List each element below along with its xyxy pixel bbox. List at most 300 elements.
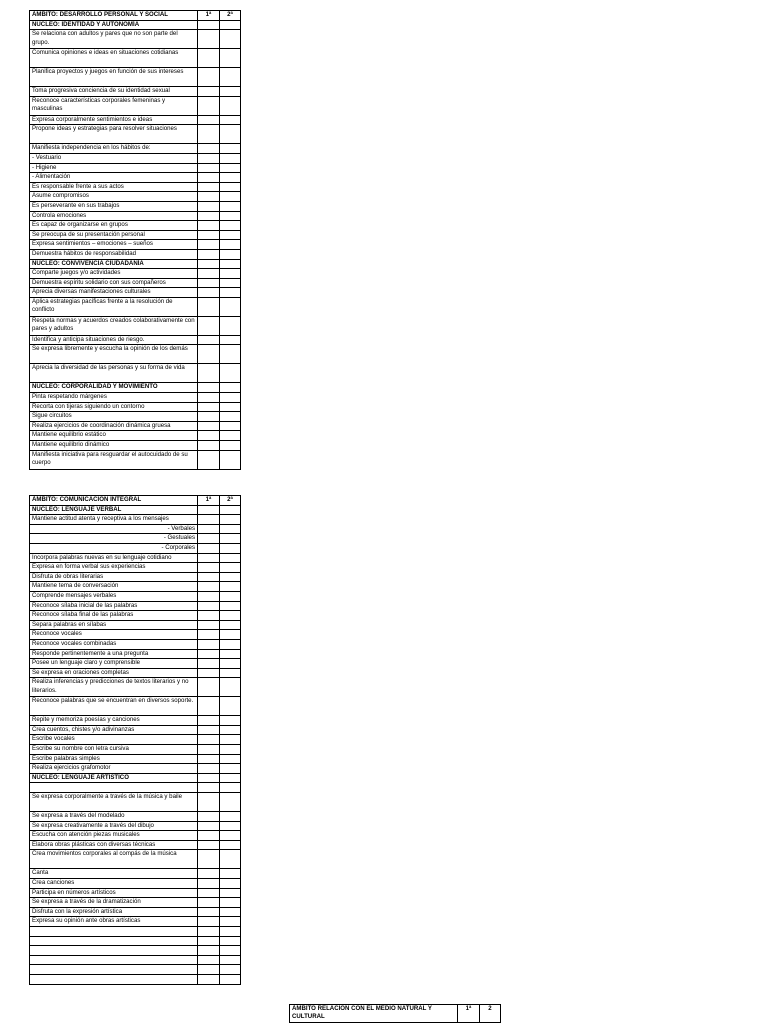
mark-cell-second[interactable]	[220, 20, 241, 30]
mark-cell-second[interactable]	[220, 87, 241, 97]
mark-cell-second[interactable]	[220, 591, 241, 601]
indicator-row	[30, 153, 241, 163]
mark-cell-second[interactable]	[220, 125, 241, 144]
mark-cell-second[interactable]	[220, 601, 241, 611]
ambito-title: ÀMBITO RELACIÓN CON EL MEDIO NATURAL Y CULTURAL	[290, 1005, 458, 1023]
mark-cell-first[interactable]	[198, 735, 220, 745]
mark-cell-first[interactable]	[198, 49, 220, 68]
indicator-row	[30, 115, 241, 125]
mark-cell-second[interactable]	[220, 965, 241, 975]
mark-cell-first[interactable]	[198, 821, 220, 831]
mark-cell-second[interactable]	[220, 230, 241, 240]
nucleo-row	[30, 505, 241, 515]
indicator-row	[30, 335, 241, 345]
mark-cell-first[interactable]	[198, 441, 220, 451]
indicator-row	[30, 678, 241, 697]
nucleo-title: NÚCLEO: LENGUAJE ARTISTICO	[30, 773, 198, 783]
indicator-row	[30, 735, 241, 745]
indicator-label: Es perseverante en sus trabajos	[30, 201, 198, 211]
mark-cell-first[interactable]	[198, 364, 220, 383]
mark-cell-second[interactable]	[220, 393, 241, 403]
mark-cell-first[interactable]	[198, 421, 220, 431]
mark-cell-second[interactable]	[220, 850, 241, 869]
mark-cell-second[interactable]	[220, 974, 241, 984]
indicator-label: Se expresa a través del modelado	[30, 812, 198, 822]
indicator-label: Respeta normas y acuerdos creados colaborativamente con pares y adultos	[30, 316, 198, 335]
mark-cell-second[interactable]	[220, 173, 241, 183]
indicator-row	[30, 611, 241, 621]
table-header-row	[290, 1005, 501, 1023]
indicator-row	[30, 630, 241, 640]
mark-cell-second[interactable]	[220, 668, 241, 678]
mark-cell-first[interactable]	[198, 563, 220, 573]
mark-cell-first[interactable]	[198, 620, 220, 630]
mark-cell-first[interactable]	[198, 240, 220, 250]
mark-cell-first[interactable]	[198, 278, 220, 288]
indicator-row	[30, 192, 241, 202]
column-header-first: 1ª	[198, 11, 220, 21]
table-header-row	[30, 11, 241, 21]
mark-cell-first[interactable]	[198, 601, 220, 611]
indicator-label: Repite y memoriza poesías y canciones	[30, 716, 198, 726]
mark-cell-second[interactable]	[220, 831, 241, 841]
mark-cell-first[interactable]	[198, 553, 220, 563]
indicator-label: Disfruta con la expresión artística	[30, 907, 198, 917]
indicator-row	[30, 125, 241, 144]
mark-cell-second[interactable]	[220, 96, 241, 115]
mark-cell-second[interactable]	[220, 678, 241, 697]
indicator-label: Disfruta de obras literarias	[30, 572, 198, 582]
mark-cell-second[interactable]	[220, 543, 241, 553]
mark-cell-second[interactable]	[220, 620, 241, 630]
mark-cell-first[interactable]	[198, 668, 220, 678]
mark-cell-second[interactable]	[220, 450, 241, 469]
mark-cell-second[interactable]	[220, 364, 241, 383]
indicator-row	[30, 144, 241, 154]
mark-cell-second[interactable]	[220, 383, 241, 393]
mark-cell-first[interactable]	[198, 793, 220, 812]
indicator-row	[30, 201, 241, 211]
indicator-label: Aprecia diversas manifestaciones culturales	[30, 288, 198, 298]
indicator-row	[30, 955, 241, 965]
indicator-label	[30, 783, 198, 793]
mark-cell-second[interactable]	[220, 288, 241, 298]
indicator-row	[30, 974, 241, 984]
indicator-row	[30, 898, 241, 908]
indicator-row	[30, 764, 241, 774]
mark-cell-first[interactable]	[198, 211, 220, 221]
mark-cell-second[interactable]	[220, 821, 241, 831]
mark-cell-second[interactable]	[220, 630, 241, 640]
mark-cell-first[interactable]	[198, 125, 220, 144]
indicator-label: Escribe palabras simples	[30, 754, 198, 764]
nucleo-title: NÚCLEO: LENGUAJE VERBAL	[30, 505, 198, 515]
mark-cell-second[interactable]	[220, 572, 241, 582]
mark-cell-first[interactable]	[198, 153, 220, 163]
indicator-row	[30, 393, 241, 403]
indicator-row	[30, 840, 241, 850]
mark-cell-first[interactable]	[198, 649, 220, 659]
mark-cell-first[interactable]	[198, 450, 220, 469]
mark-cell-first[interactable]	[198, 764, 220, 774]
mark-cell-first[interactable]	[198, 678, 220, 697]
indicator-label: Reconoce sílaba inicial de las palabras	[30, 601, 198, 611]
mark-cell-first[interactable]	[198, 534, 220, 544]
mark-cell-second[interactable]	[220, 297, 241, 316]
mark-cell-first[interactable]	[198, 965, 220, 975]
mark-cell-first[interactable]	[198, 316, 220, 335]
indicator-label: Reconoce vocales	[30, 630, 198, 640]
indicator-row	[30, 831, 241, 841]
mark-cell-second[interactable]	[220, 269, 241, 279]
mark-cell-second[interactable]	[220, 412, 241, 422]
mark-cell-first[interactable]	[198, 87, 220, 97]
mark-cell-first[interactable]	[198, 201, 220, 211]
mark-cell-second[interactable]	[220, 163, 241, 173]
indicator-row	[30, 364, 241, 383]
mark-cell-second[interactable]	[220, 421, 241, 431]
indicator-label	[30, 926, 198, 936]
indicator-label: Identifica y anticipa situaciones de riesgo.	[30, 335, 198, 345]
indicator-row	[30, 668, 241, 678]
indicator-row	[30, 412, 241, 422]
mark-cell-second[interactable]	[220, 201, 241, 211]
nucleo-title: NÚCLEO: CORPORALIDAD Y MOVIMIENTO	[30, 383, 198, 393]
indicator-row	[30, 441, 241, 451]
mark-cell-second[interactable]	[220, 192, 241, 202]
indicator-row	[30, 211, 241, 221]
mark-cell-first[interactable]	[198, 393, 220, 403]
indicator-row	[30, 917, 241, 927]
indicator-label: Escribe vocales	[30, 735, 198, 745]
indicator-subrow	[30, 543, 241, 553]
evaluation-table-personal-social	[29, 10, 241, 470]
mark-cell-first[interactable]	[198, 221, 220, 231]
mark-cell-second[interactable]	[220, 716, 241, 726]
indicator-row	[30, 402, 241, 412]
mark-cell-second[interactable]	[220, 639, 241, 649]
mark-cell-second[interactable]	[220, 917, 241, 927]
mark-cell-second[interactable]	[220, 211, 241, 221]
indicator-label	[30, 965, 198, 975]
mark-cell-first[interactable]	[198, 335, 220, 345]
indicator-row	[30, 879, 241, 889]
mark-cell-second[interactable]	[220, 402, 241, 412]
nucleo-row	[30, 773, 241, 783]
mark-cell-first[interactable]	[198, 288, 220, 298]
indicator-label: Se expresa libremente y escucha la opinión de los demás	[30, 345, 198, 364]
indicator-row	[30, 269, 241, 279]
indicator-label: Realiza inferencias y predicciones de textos literarios y no literarios.	[30, 678, 198, 697]
indicator-label: Planifica proyectos y juegos en función de sus intereses	[30, 68, 198, 87]
mark-cell-first[interactable]	[198, 888, 220, 898]
mark-cell-first[interactable]	[198, 955, 220, 965]
indicator-row	[30, 431, 241, 441]
indicator-label	[30, 936, 198, 946]
indicator-subrow	[30, 524, 241, 534]
indicator-label: Separa palabras en sílabas	[30, 620, 198, 630]
indicator-row	[30, 936, 241, 946]
mark-cell-first[interactable]	[198, 850, 220, 869]
indicator-label: Mantiene tema de conversación	[30, 582, 198, 592]
mark-cell-second[interactable]	[220, 840, 241, 850]
mark-cell-second[interactable]	[220, 754, 241, 764]
indicator-row	[30, 87, 241, 97]
mark-cell-first[interactable]	[198, 182, 220, 192]
mark-cell-first[interactable]	[198, 249, 220, 259]
mark-cell-first[interactable]	[198, 297, 220, 316]
mark-cell-first[interactable]	[198, 907, 220, 917]
indicator-row	[30, 745, 241, 755]
indicator-row	[30, 926, 241, 936]
mark-cell-first[interactable]	[198, 259, 220, 269]
indicator-row	[30, 563, 241, 573]
indicator-row	[30, 68, 241, 87]
mark-cell-first[interactable]	[198, 783, 220, 793]
mark-cell-second[interactable]	[220, 563, 241, 573]
mark-cell-first[interactable]	[198, 173, 220, 183]
mark-cell-first[interactable]	[198, 869, 220, 879]
mark-cell-second[interactable]	[220, 582, 241, 592]
mark-cell-first[interactable]	[198, 192, 220, 202]
mark-cell-first[interactable]	[198, 68, 220, 87]
mark-cell-first[interactable]	[198, 659, 220, 669]
indicator-row	[30, 249, 241, 259]
indicator-row	[30, 173, 241, 183]
mark-cell-first[interactable]	[198, 716, 220, 726]
indicator-row	[30, 553, 241, 563]
mark-cell-second[interactable]	[220, 812, 241, 822]
mark-cell-second[interactable]	[220, 240, 241, 250]
mark-cell-first[interactable]	[198, 812, 220, 822]
mark-cell-second[interactable]	[220, 431, 241, 441]
mark-cell-second[interactable]	[220, 936, 241, 946]
mark-cell-second[interactable]	[220, 259, 241, 269]
mark-cell-second[interactable]	[220, 888, 241, 898]
mark-cell-first[interactable]	[198, 946, 220, 956]
indicator-row	[30, 725, 241, 735]
mark-cell-first[interactable]	[198, 725, 220, 735]
indicator-label: Es capaz de organizarse en grupos	[30, 221, 198, 231]
mark-cell-first[interactable]	[198, 144, 220, 154]
mark-cell-second[interactable]	[220, 783, 241, 793]
mark-cell-second[interactable]	[220, 441, 241, 451]
mark-cell-first[interactable]	[198, 974, 220, 984]
mark-cell-first[interactable]	[198, 591, 220, 601]
mark-cell-second[interactable]	[220, 907, 241, 917]
mark-cell-first[interactable]	[198, 917, 220, 927]
indicator-row	[30, 649, 241, 659]
mark-cell-first[interactable]	[198, 630, 220, 640]
indicator-label: Comunica opiniones e ideas en situaciones cotidianas	[30, 49, 198, 68]
indicator-row	[30, 515, 241, 525]
indicator-label: Responde pertinentemente a una pregunta	[30, 649, 198, 659]
mark-cell-first[interactable]	[198, 345, 220, 364]
indicator-row	[30, 907, 241, 917]
indicator-label: Toma progresiva conciencia de su identidad sexual	[30, 87, 198, 97]
mark-cell-first[interactable]	[198, 611, 220, 621]
indicator-label: Se expresa corporalmente a través de la música y baile	[30, 793, 198, 812]
column-header-second: 2ª	[220, 11, 241, 21]
mark-cell-second[interactable]	[220, 515, 241, 525]
indicator-row	[30, 850, 241, 869]
indicator-label: Comparte juegos y/o actividades	[30, 269, 198, 279]
column-header-first: 1ª	[458, 1005, 480, 1023]
mark-cell-first[interactable]	[198, 431, 220, 441]
nucleo-row	[30, 259, 241, 269]
indicator-row	[30, 288, 241, 298]
mark-cell-first[interactable]	[198, 524, 220, 534]
mark-cell-second[interactable]	[220, 898, 241, 908]
mark-cell-second[interactable]	[220, 335, 241, 345]
mark-cell-second[interactable]	[220, 316, 241, 335]
mark-cell-first[interactable]	[198, 582, 220, 592]
indicator-label: - Higiene	[30, 163, 198, 173]
mark-cell-first[interactable]	[198, 96, 220, 115]
mark-cell-second[interactable]	[220, 553, 241, 563]
mark-cell-second[interactable]	[220, 879, 241, 889]
evaluation-table-comunicacion	[29, 495, 241, 985]
mark-cell-first[interactable]	[198, 505, 220, 515]
indicator-label: Comprende mensajes verbales	[30, 591, 198, 601]
mark-cell-second[interactable]	[220, 115, 241, 125]
indicator-subrow	[30, 534, 241, 544]
indicator-row	[30, 591, 241, 601]
mark-cell-first[interactable]	[198, 230, 220, 240]
indicator-row	[30, 620, 241, 630]
indicator-label: Aplica estrategias pacíficas frente a la resolución de conflicto	[30, 297, 198, 316]
mark-cell-second[interactable]	[220, 793, 241, 812]
mark-cell-first[interactable]	[198, 412, 220, 422]
indicator-label: Es responsable frente a sus actos	[30, 182, 198, 192]
mark-cell-second[interactable]	[220, 773, 241, 783]
indicator-label: Escribe su nombre con letra cursiva	[30, 745, 198, 755]
mark-cell-second[interactable]	[220, 221, 241, 231]
mark-cell-first[interactable]	[198, 773, 220, 783]
indicator-label: Participa en números artísticos	[30, 888, 198, 898]
mark-cell-second[interactable]	[220, 68, 241, 87]
indicator-row	[30, 96, 241, 115]
indicator-label: Elabora obras plásticas con diversas técnicas	[30, 840, 198, 850]
mark-cell-second[interactable]	[220, 946, 241, 956]
indicator-label: Incorpora palabras nuevas en su lenguaje cotidiano	[30, 553, 198, 563]
mark-cell-first[interactable]	[198, 572, 220, 582]
indicator-label: Asume compromisos	[30, 192, 198, 202]
indicator-row	[30, 182, 241, 192]
indicator-label: Recorta con tijeras siguiendo un contorno	[30, 402, 198, 412]
mark-cell-second[interactable]	[220, 144, 241, 154]
mark-cell-first[interactable]	[198, 115, 220, 125]
indicator-label: Se preocupa de su presentación personal	[30, 230, 198, 240]
indicator-row	[30, 821, 241, 831]
mark-cell-second[interactable]	[220, 611, 241, 621]
mark-cell-second[interactable]	[220, 345, 241, 364]
mark-cell-first[interactable]	[198, 879, 220, 889]
mark-cell-first[interactable]	[198, 543, 220, 553]
indicator-row	[30, 869, 241, 879]
mark-cell-first[interactable]	[198, 163, 220, 173]
mark-cell-second[interactable]	[220, 649, 241, 659]
mark-cell-first[interactable]	[198, 936, 220, 946]
mark-cell-first[interactable]	[198, 515, 220, 525]
mark-cell-first[interactable]	[198, 269, 220, 279]
indicator-row	[30, 965, 241, 975]
mark-cell-first[interactable]	[198, 383, 220, 393]
mark-cell-second[interactable]	[220, 764, 241, 774]
mark-cell-first[interactable]	[198, 898, 220, 908]
mark-cell-second[interactable]	[220, 735, 241, 745]
mark-cell-first[interactable]	[198, 831, 220, 841]
mark-cell-first[interactable]	[198, 20, 220, 30]
mark-cell-second[interactable]	[220, 249, 241, 259]
indicator-label	[30, 946, 198, 956]
mark-cell-first[interactable]	[198, 402, 220, 412]
mark-cell-first[interactable]	[198, 754, 220, 764]
mark-cell-second[interactable]	[220, 955, 241, 965]
nucleo-row	[30, 20, 241, 30]
indicator-row	[30, 240, 241, 250]
mark-cell-first[interactable]	[198, 745, 220, 755]
indicator-label: Se relaciona con adultos y pares que no son parte del grupo.	[30, 30, 198, 49]
mark-cell-first[interactable]	[198, 639, 220, 649]
indicator-row	[30, 716, 241, 726]
indicator-label	[30, 974, 198, 984]
indicator-row	[30, 345, 241, 364]
mark-cell-second[interactable]	[220, 697, 241, 716]
indicator-label: Demuestra espíritu solidario con sus compañeros	[30, 278, 198, 288]
column-header-first: 1ª	[198, 496, 220, 506]
mark-cell-second[interactable]	[220, 153, 241, 163]
mark-cell-second[interactable]	[220, 49, 241, 68]
indicator-label: Reconoce características corporales femeninas y masculinas	[30, 96, 198, 115]
indicator-row	[30, 659, 241, 669]
mark-cell-first[interactable]	[198, 926, 220, 936]
indicator-label: Se expresa en oraciones completas	[30, 668, 198, 678]
indicator-label: Mantiene actitud atenta y receptiva a los mensajes	[30, 515, 198, 525]
mark-cell-second[interactable]	[220, 505, 241, 515]
mark-cell-second[interactable]	[220, 524, 241, 534]
indicator-label: Manifiesta independencia en los hábitos de:	[30, 144, 198, 154]
indicator-label: Expresa sentimientos – emociones – sueños	[30, 240, 198, 250]
mark-cell-second[interactable]	[220, 182, 241, 192]
mark-cell-first[interactable]	[198, 697, 220, 716]
indicator-label: Expresa su opinión ante obras artísticas	[30, 917, 198, 927]
mark-cell-second[interactable]	[220, 725, 241, 735]
indicator-label: Mantiene equilibrio dinámico	[30, 441, 198, 451]
mark-cell-second[interactable]	[220, 278, 241, 288]
indicator-row	[30, 221, 241, 231]
nucleo-row	[30, 383, 241, 393]
indicator-label: Aprecia la diversidad de las personas y su forma de vida	[30, 364, 198, 383]
mark-cell-second[interactable]	[220, 869, 241, 879]
nucleo-title: NÚCLEO: IDENTIDAD Y AUTONOMÍA	[30, 20, 198, 30]
indicator-row	[30, 783, 241, 793]
mark-cell-second[interactable]	[220, 926, 241, 936]
indicator-label: Expresa corporalmente sentimientos e ideas	[30, 115, 198, 125]
indicator-label: Crea movimientos corporales al compás de la música	[30, 850, 198, 869]
indicator-row	[30, 49, 241, 68]
indicator-label: Crea cuentos, chistes y/o adivinanzas	[30, 725, 198, 735]
mark-cell-second[interactable]	[220, 745, 241, 755]
indicator-row	[30, 888, 241, 898]
mark-cell-second[interactable]	[220, 534, 241, 544]
mark-cell-first[interactable]	[198, 30, 220, 49]
mark-cell-second[interactable]	[220, 659, 241, 669]
indicator-row	[30, 582, 241, 592]
indicator-row	[30, 946, 241, 956]
mark-cell-first[interactable]	[198, 840, 220, 850]
mark-cell-second[interactable]	[220, 30, 241, 49]
